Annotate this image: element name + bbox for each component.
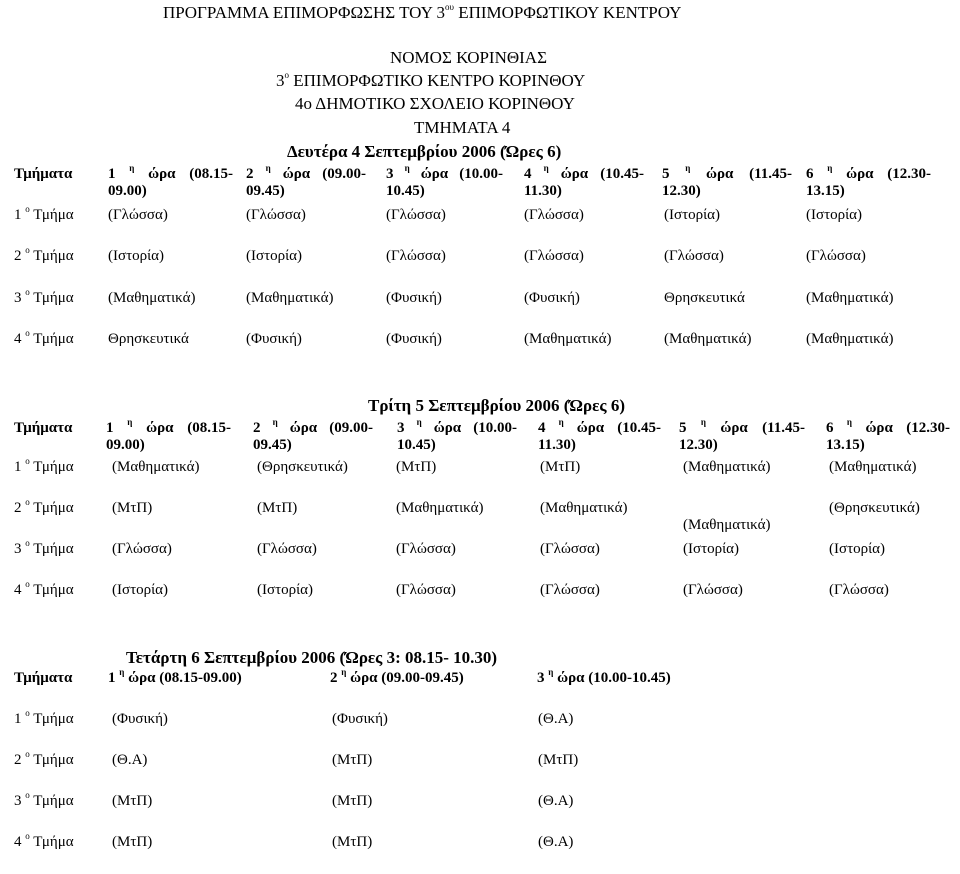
monday-row-4-cell-1: Θρησκευτικά (108, 331, 189, 347)
monday-hour-4: 4 $^\eta$ ώρα (10.45- 11.30) (524, 163, 644, 199)
tuesday-row-4-cell-6: (Γλώσσα) (829, 582, 889, 598)
tmimata-heading: ΤΜΗΜΑΤΑ 4 (414, 118, 511, 137)
tuesday-row-2-cell-5: (Μαθηματικά) (683, 517, 771, 533)
wednesday-row-3-cell-2: (ΜτΠ) (332, 793, 373, 809)
tuesday-row-1-cell-6: (Μαθηματικά) (829, 459, 917, 475)
tuesday-row-1-cell-1: (Μαθηματικά) (112, 459, 200, 475)
monday-row-4-cell-5: (Μαθηματικά) (664, 331, 752, 347)
monday-row-2-cell-5: (Γλώσσα) (664, 248, 724, 264)
monday-row-1-cell-1: (Γλώσσα) (108, 207, 168, 223)
tuesday-row-3-cell-3: (Γλώσσα) (396, 541, 456, 557)
tuesday-row-3-cell-5: (Ιστορία) (683, 541, 739, 557)
wednesday-row-1-label: 1 $^o$ Τμήμα (14, 708, 74, 727)
monday-row-4-label: 4 $^o$ Τμήμα (14, 328, 74, 347)
monday-row-1-cell-4: (Γλώσσα) (524, 207, 584, 223)
tuesday-title: Τρίτη 5 Σεπτεμβρίου 2006 (Ώρες 6) (368, 396, 625, 415)
monday-row-3-cell-1: (Μαθηματικά) (108, 290, 196, 306)
wednesday-row-4-label: 4 $^o$ Τμήμα (14, 831, 74, 850)
wednesday-col-header: Τμήματα (14, 670, 73, 686)
tuesday-hour-2: 2 $^\eta$ ώρα (09.00- 09.45) (253, 417, 373, 453)
monday-row-4-cell-6: (Μαθηματικά) (806, 331, 894, 347)
wednesday-row-4-cell-2: (ΜτΠ) (332, 834, 373, 850)
tuesday-row-1-cell-3: (ΜτΠ) (396, 459, 437, 475)
tuesday-hour-6: 6 $^\eta$ ώρα (12.30- 13.15) (826, 417, 950, 453)
monday-title: Δευτέρα 4 Σεπτεμβρίου 2006 (Ώρες 6) (287, 142, 562, 161)
monday-row-2-cell-1: (Ιστορία) (108, 248, 164, 264)
wednesday-row-2-cell-1: (Θ.Α) (112, 752, 148, 768)
monday-row-1-label: 1 $^o$ Τμήμα (14, 204, 74, 223)
school-heading: 4ο ΔΗΜΟΤΙΚΟ ΣΧΟΛΕΙΟ ΚΟΡΙΝΘΟΥ (295, 94, 575, 113)
tuesday-hour-4: 4 $^\eta$ ώρα (10.45- 11.30) (538, 417, 661, 453)
tuesday-row-1-cell-4: (ΜτΠ) (540, 459, 581, 475)
tuesday-row-4-cell-4: (Γλώσσα) (540, 582, 600, 598)
tuesday-hour-5: 5 $^\eta$ ώρα (11.45- 12.30) (679, 417, 806, 453)
wednesday-hour-1: 1 $^\eta$ ώρα (08.15-09.00) (108, 667, 242, 686)
monday-row-3-cell-4: (Φυσική) (524, 290, 580, 306)
tuesday-row-1-cell-5: (Μαθηματικά) (683, 459, 771, 475)
monday-row-2-cell-3: (Γλώσσα) (386, 248, 446, 264)
wednesday-row-4-cell-1: (ΜτΠ) (112, 834, 153, 850)
monday-row-4-cell-4: (Μαθηματικά) (524, 331, 612, 347)
tuesday-row-4-label: 4 $^o$ Τμήμα (14, 579, 74, 598)
monday-row-2-cell-4: (Γλώσσα) (524, 248, 584, 264)
monday-row-3-cell-6: (Μαθηματικά) (806, 290, 894, 306)
monday-hour-2: 2 $^\eta$ ώρα (09.00- 09.45) (246, 163, 366, 199)
wednesday-row-2-cell-3: (ΜτΠ) (538, 752, 579, 768)
wednesday-hour-2: 2 $^\eta$ ώρα (09.00-09.45) (330, 667, 464, 686)
monday-row-2-label: 2 $^o$ Τμήμα (14, 245, 74, 264)
monday-hour-1: 1 $^\eta$ ώρα (08.15- 09.00) (108, 163, 234, 199)
wednesday-row-1-cell-2: (Φυσική) (332, 711, 388, 727)
monday-row-1-cell-6: (Ιστορία) (806, 207, 862, 223)
wednesday-row-3-cell-1: (ΜτΠ) (112, 793, 153, 809)
tuesday-row-3-label: 3 $^o$ Τμήμα (14, 538, 74, 557)
monday-row-2-cell-6: (Γλώσσα) (806, 248, 866, 264)
monday-row-3-cell-2: (Μαθηματικά) (246, 290, 334, 306)
wednesday-hour-3: 3 $^\eta$ ώρα (10.00-10.45) (537, 667, 671, 686)
kentro-heading: $3^o$ ΕΠΙΜΟΡΦΩΤΙΚΟ ΚΕΝΤΡΟ ΚΟΡΙΝΘΟΥ (276, 70, 586, 90)
wednesday-row-1-cell-1: (Φυσική) (112, 711, 168, 727)
tuesday-row-1-cell-2: (Θρησκευτικά) (257, 459, 348, 475)
tuesday-row-2-cell-6: (Θρησκευτικά) (829, 500, 920, 516)
tuesday-row-4-cell-3: (Γλώσσα) (396, 582, 456, 598)
monday-hour-3: 3 $^\eta$ ώρα (10.00- 10.45) (386, 163, 503, 199)
monday-col-header: Τμήματα (14, 166, 73, 182)
tuesday-hour-1: 1 $^\eta$ ώρα (08.15- 09.00) (106, 417, 232, 453)
monday-row-4-cell-2: (Φυσική) (246, 331, 302, 347)
tuesday-row-3-cell-6: (Ιστορία) (829, 541, 885, 557)
wednesday-row-2-label: 2 $^o$ Τμήμα (14, 749, 74, 768)
monday-hour-6: 6 $^\eta$ ώρα (12.30- 13.15) (806, 163, 932, 199)
tuesday-hour-3: 3 $^\eta$ ώρα (10.00- 10.45) (397, 417, 517, 453)
program-title: ΠΡΟΓΡΑΜΜΑ ΕΠΙΜΟΡΦΩΣΗΣ ΤΟΥ $3^{o\upsilon}$ ΕΠΙΜΟΡΦΩΤΙΚΟΥ ΚΕΝΤΡΟΥ (163, 2, 682, 22)
wednesday-row-4-cell-3: (Θ.Α) (538, 834, 574, 850)
tuesday-row-3-cell-4: (Γλώσσα) (540, 541, 600, 557)
monday-row-4-cell-3: (Φυσική) (386, 331, 442, 347)
tuesday-row-3-cell-2: (Γλώσσα) (257, 541, 317, 557)
wednesday-row-3-label: 3 $^o$ Τμήμα (14, 790, 74, 809)
tuesday-col-header: Τμήματα (14, 420, 73, 436)
tuesday-row-2-cell-3: (Μαθηματικά) (396, 500, 484, 516)
tuesday-row-1-label: 1 $^o$ Τμήμα (14, 456, 74, 475)
tuesday-row-4-cell-5: (Γλώσσα) (683, 582, 743, 598)
monday-hour-5: 5 $^\eta$ ώρα (11.45- 12.30) (662, 163, 792, 199)
tuesday-row-2-cell-2: (ΜτΠ) (257, 500, 298, 516)
wednesday-row-2-cell-2: (ΜτΠ) (332, 752, 373, 768)
tuesday-row-4-cell-1: (Ιστορία) (112, 582, 168, 598)
tuesday-row-2-label: 2 $^o$ Τμήμα (14, 497, 74, 516)
nomos-heading: ΝΟΜΟΣ ΚΟΡΙΝΘΙΑΣ (390, 48, 547, 67)
monday-row-3-cell-3: (Φυσική) (386, 290, 442, 306)
wednesday-title: Τετάρτη 6 Σεπτεμβρίου 2006 (Ώρες 3: 08.15- 10.30) (126, 648, 498, 667)
monday-row-1-cell-3: (Γλώσσα) (386, 207, 446, 223)
tuesday-row-4-cell-2: (Ιστορία) (257, 582, 313, 598)
wednesday-row-3-cell-3: (Θ.Α) (538, 793, 574, 809)
tuesday-row-3-cell-1: (Γλώσσα) (112, 541, 172, 557)
monday-row-1-cell-2: (Γλώσσα) (246, 207, 306, 223)
tuesday-row-2-cell-1: (ΜτΠ) (112, 500, 153, 516)
monday-row-3-cell-5: Θρησκευτικά (664, 290, 745, 306)
monday-row-3-label: 3 $^o$ Τμήμα (14, 287, 74, 306)
monday-row-2-cell-2: (Ιστορία) (246, 248, 302, 264)
monday-row-1-cell-5: (Ιστορία) (664, 207, 720, 223)
tuesday-row-2-cell-4: (Μαθηματικά) (540, 500, 628, 516)
wednesday-row-1-cell-3: (Θ.Α) (538, 711, 574, 727)
